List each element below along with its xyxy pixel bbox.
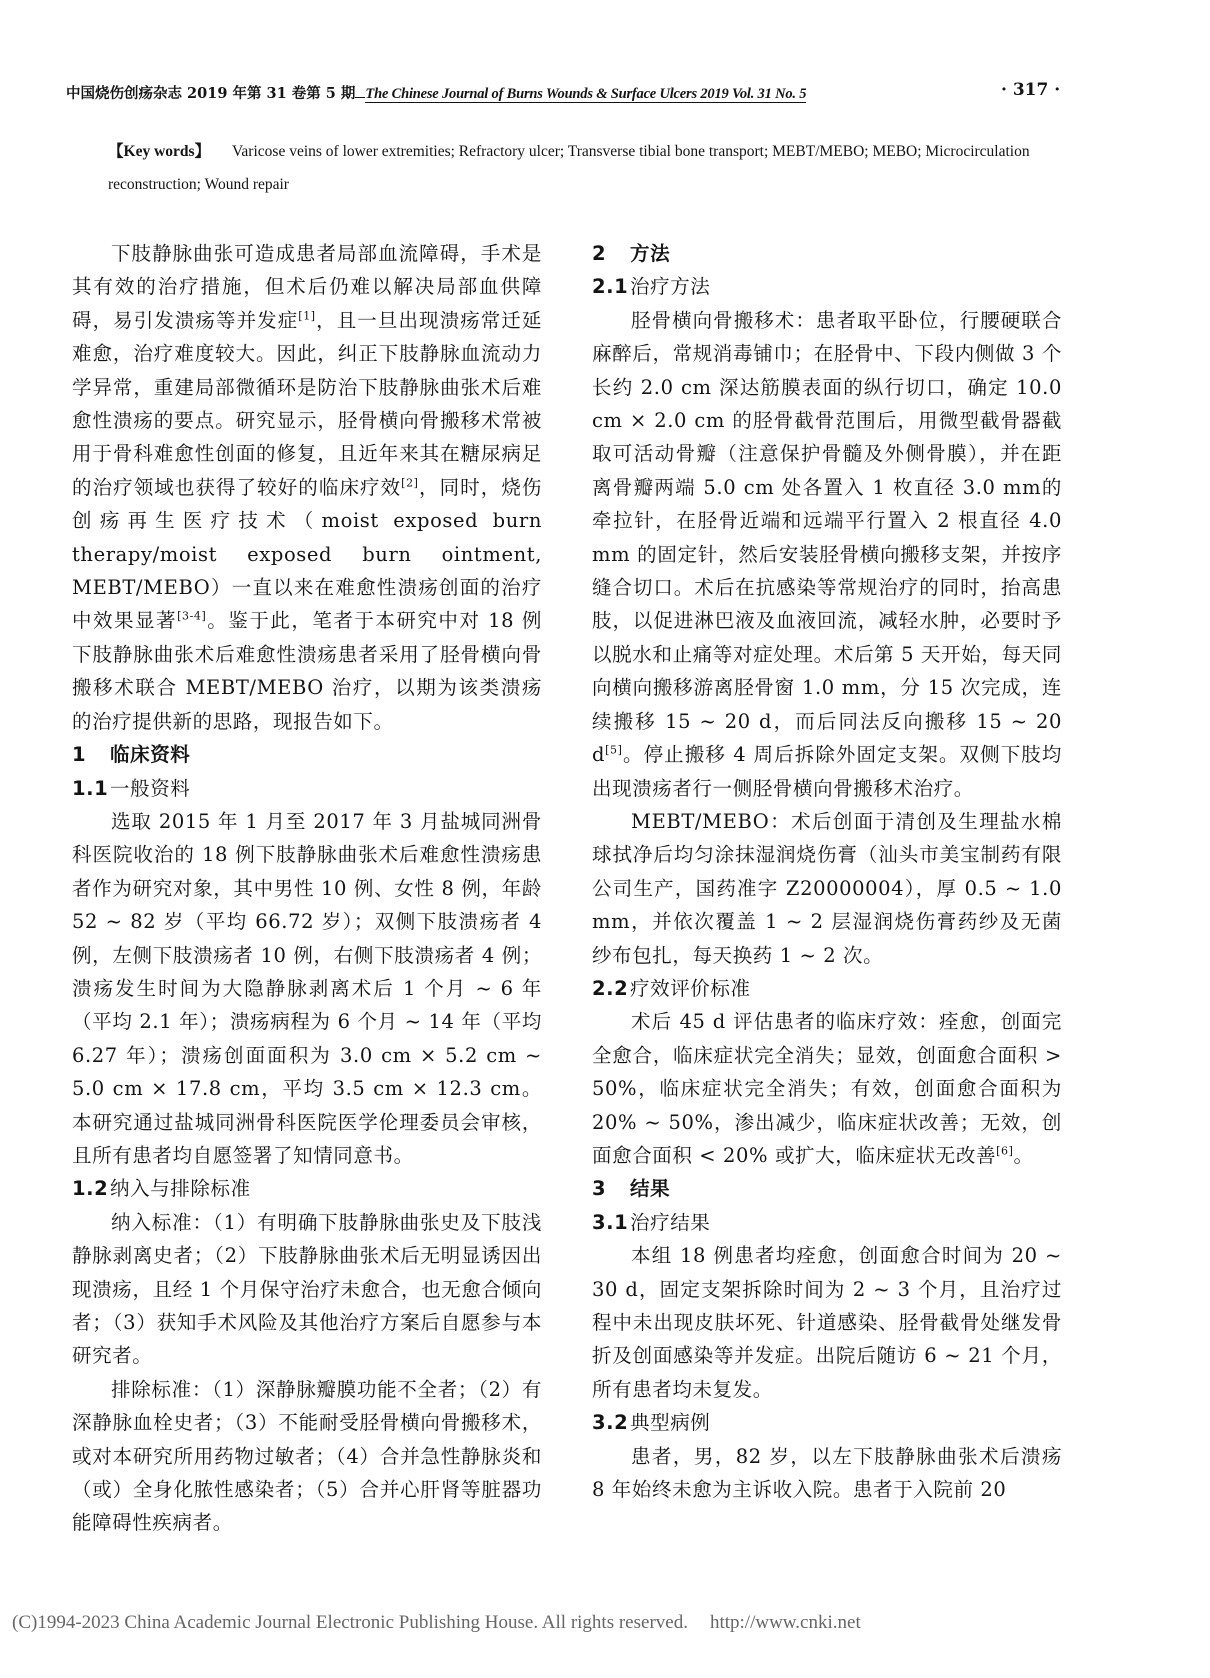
cnki-link[interactable]: http://www.cnki.net [709,1612,861,1633]
keywords-text: Varicose veins of lower extremities; Refractory ulcer; Transverse tibial bone transport; MEBT/MEBO; MEBO; Microcirculation reconstruction; Wound repair [108,143,1030,193]
surgery-method-paragraph: 胫骨横向骨搬移术：患者取平卧位，行腰硬联合麻醉后，常规消毒铺巾；在胫骨中、下段内侧做 3 个长约 2.0 cm 深达筋膜表面的纵行切口，确定 10.0 cm × 2.0 cm 的胫骨截骨范围后，用微型截骨器截取可活动骨瓣（注意保护骨髓及外侧骨膜），并在距离骨瓣两端 5.0 cm 处各置入 1 枚直径 3.0 mm的牵拉针，在胫骨近端和远端平行置入 2 根直径 4.0 mm 的固定针，然后安装胫骨横向搬移支架，并按序缝合切口。术后在抗感染等常规治疗的同时，抬高患肢，以促进淋巴液及血液回流，减轻水肿，必要时予以脱水和止痛等对症处理。术后第 5 天开始，每天同向横向搬移游离胫骨窗 1.0 mm，分 15 次完成，连续搬移 15 ~ 20 d，而后同法反向搬移 15 ~ 20 d[5]。停止搬移 4 周后拆除外固定支架。双侧下肢均出现溃疡者行一侧胫骨横向骨搬移术治疗。 [592,308,1062,800]
copyright-footer [12,1612,1192,1634]
section-heading: 2 方法 [592,242,671,265]
case-paragraph: 患者，男，82 岁，以左下肢静脉曲张术后溃疡 8 年始终未愈为主诉收入院。患者于入院前 20 [592,1444,1062,1502]
citation-marker: [3-4] [177,609,207,623]
journal-title-cn: 中国烧伤创疡杂志 2019 年第 31 卷第 5 期 [66,85,356,102]
keywords-label: 【Key words】 [108,142,211,160]
general-data-paragraph: 选取 2015 年 1 月至 2017 年 3 月盐城同洲骨科医院收治的 18 例下肢静脉曲张术后难愈性溃疡患者作为研究对象，其中男性 10 例、女性 8 例，年龄 52 ~ 82 岁（平均 66.72 岁）；双侧下肢溃疡者 4 例，左侧下肢溃疡者 10 例，右侧下肢溃疡者 4 例；溃疡发生时间为大隐静脉剥离术后 1 个月 ~ 6 年（平均 2.1 年）；溃疡病程为 6 个月 ~ 14 年（平均 6.27 年）；溃疡创面面积为 3.0 cm × 5.2 cm ~ 5.0 cm × 17.8 cm，平均 3.5 cm × 12.3 cm。本研究通过盐城同洲骨科医院医学伦理委员会审核，且所有患者均自愿签署了知情同意书。 [72,809,542,1167]
running-header [66,82,1076,103]
right-column [592,237,1062,1506]
page-number: · 317 · [1001,80,1061,100]
subsection-heading: 1.1一般资料 [72,776,191,800]
citation-marker: [1] [298,309,316,323]
subsection-heading: 3.1治疗结果 [592,1210,711,1234]
exclusion-criteria: 排除标准：（1）深静脉瓣膜功能不全者；（2）有深静脉血栓史者；（3）不能耐受胫骨横向骨搬移术，或对本研究所用药物过敏者；（4）合并急性静脉炎和（或）全身化脓性感染者；（5）合并心肝肾等脏器功能障碍性疾病者。 [72,1377,542,1535]
citation-marker: [5] [605,743,623,757]
citation-marker: [2] [401,476,419,490]
results-paragraph: 本组 18 例患者均痊愈，创面愈合时间为 20 ~ 30 d，固定支架拆除时间为 2 ~ 3 个月，且治疗过程中未出现皮肤坏死、针道感染、胫骨截骨处继发骨折及创面感染等并发症。出院后随访 6 ~ 21 个月，所有患者均未复发。 [592,1244,1062,1401]
inclusion-criteria: 纳入标准：（1）有明确下肢静脉曲张史及下肢浅静脉剥离史者；（2）下肢静脉曲张术后无明显诱因出现溃疡，且经 1 个月保守治疗未愈合，也无愈合倾向者；（3）获知手术风险及其他治疗方案后自愿参与本研究者。 [72,1210,542,1368]
left-column [72,237,542,1540]
section-heading: 1 临床资料 [72,743,191,767]
citation-marker: [6] [996,1144,1014,1158]
copyright-text: (C)1994-2023 China Academic Journal Electronic Publishing House. All rights reserved. [12,1612,688,1633]
subsection-heading: 2.1治疗方法 [592,275,711,299]
keywords-block [108,135,1068,201]
section-heading: 3 结果 [592,1177,671,1201]
journal-title-en: The Chinese Journal of Burns Wounds & Surface Ulcers 2019 Vol. 31 No. 5 [365,86,807,102]
subsection-heading: 1.2纳入与排除标准 [72,1177,251,1201]
intro-paragraph: 下肢静脉曲张可造成患者局部血流障碍，手术是其有效的治疗措施，但术后仍难以解决局部血供障碍，易引发溃疡等并发症[1]，且一旦出现溃疡常迁延难愈，治疗难度较大。因此，纠正下肢静脉血流动力学异常，重建局部微循环是防治下肢静脉曲张术后难愈性溃疡的要点。研究显示，胫骨横向骨搬移术常被用于骨科难愈性创面的修复，且近年来其在糖尿病足的治疗领域也获得了较好的临床疗效[2]，同时，烧伤创疡再生医疗技术（moist exposed burn therapy/moist exposed burn ointment, MEBT/MEBO）一直以来在难愈性溃疡创面的治疗中效果显著[3-4]。鉴于此，笔者于本研究中对 18 例下肢静脉曲张术后难愈性溃疡患者采用了胫骨横向骨搬移术联合 MEBT/MEBO 治疗，以期为该类溃疡的治疗提供新的思路，现报告如下。 [72,242,542,733]
evaluation-paragraph: 术后 45 d 评估患者的临床疗效：痊愈，创面完全愈合，临床症状完全消失；显效，创面愈合面积 > 50%，临床症状完全消失；有效，创面愈合面积为 20% ~ 50%，渗出减少，临床症状改善；无效，创面愈合面积 < 20% 或扩大，临床症状无改善[6]。 [592,1010,1062,1167]
mebo-method-paragraph: MEBT/MEBO：术后创面于清创及生理盐水棉球拭净后均匀涂抹湿润烧伤膏（汕头市美宝制药有限公司生产，国药准字 Z20000004），厚 0.5 ~ 1.0 mm，并依次覆盖 1 ~ 2 层湿润烧伤膏药纱及无菌纱布包扎，每天换药 1 ~ 2 次。 [592,809,1062,967]
subsection-heading: 2.2疗效评价标准 [592,976,751,1000]
subsection-heading: 3.2典型病例 [592,1411,711,1435]
